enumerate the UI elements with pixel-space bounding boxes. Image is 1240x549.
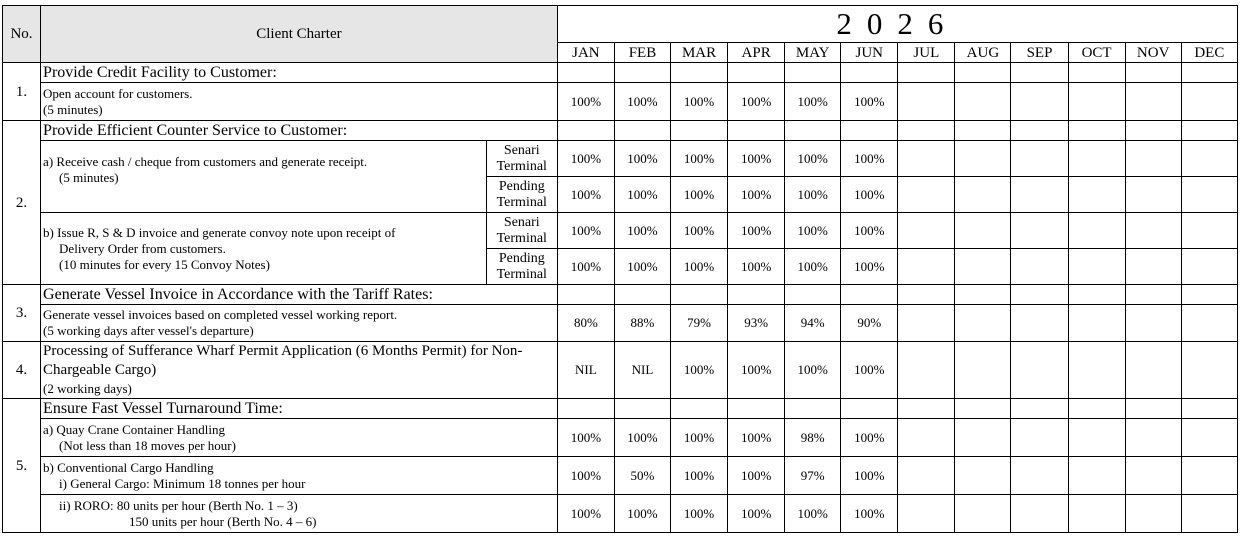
empty-cell — [1125, 121, 1181, 141]
empty-cell — [1011, 63, 1068, 83]
terminal-label: Pending Terminal — [486, 249, 557, 285]
empty-cell — [898, 285, 955, 305]
month-value-cell: 100% — [841, 213, 898, 249]
empty-cell — [841, 63, 898, 83]
month-value-cell: 100% — [671, 141, 728, 177]
empty-cell — [1068, 399, 1125, 419]
month-value-cell — [1181, 495, 1237, 533]
item-text-line: Open account for customers. — [43, 85, 193, 101]
month-value-cell — [1068, 305, 1125, 342]
month-value-cell: 100% — [671, 213, 728, 249]
month-value-cell: 100% — [841, 342, 898, 399]
table-row — [3, 305, 1238, 342]
empty-cell — [955, 399, 1011, 419]
month-value-cell: 100% — [728, 495, 785, 533]
empty-cell — [785, 399, 841, 419]
table-row — [3, 495, 1238, 533]
month-value-cell: 100% — [557, 177, 614, 213]
client-charter-table — [2, 5, 1238, 533]
item-text-line: (10 minutes for every 15 Convoy Notes) — [59, 256, 270, 272]
empty-cell — [955, 63, 1011, 83]
month-value-cell — [898, 213, 955, 249]
month-value-cell — [955, 342, 1011, 399]
month-value-cell — [1125, 495, 1181, 533]
month-value-cell — [1068, 83, 1125, 121]
month-value-cell — [898, 249, 955, 285]
section-number: 5. — [3, 399, 41, 533]
month-value-cell: 100% — [671, 342, 728, 399]
month-value-cell — [1068, 177, 1125, 213]
month-value-cell — [955, 83, 1011, 121]
month-value-cell — [955, 419, 1011, 457]
month-value-cell — [1011, 213, 1068, 249]
month-value-cell — [1068, 249, 1125, 285]
month-value-cell: 100% — [841, 177, 898, 213]
table-row — [3, 457, 1238, 495]
table-row — [3, 342, 1238, 399]
item-description — [41, 305, 558, 342]
item-description — [41, 495, 558, 533]
month-value-cell — [1125, 213, 1181, 249]
month-value-cell: 100% — [841, 495, 898, 533]
empty-cell — [1125, 285, 1181, 305]
section-title: Ensure Fast Vessel Turnaround Time: — [41, 399, 558, 419]
empty-cell — [1181, 285, 1237, 305]
month-value-cell: 100% — [557, 457, 614, 495]
item-text-line: Generate vessel invoices based on completed vessel working report. — [43, 307, 398, 322]
item-text-line: i) General Cargo: Minimum 18 tonnes per hour — [59, 475, 306, 491]
month-value-cell — [898, 305, 955, 342]
month-header: SEP — [1011, 43, 1068, 63]
month-value-cell — [1125, 419, 1181, 457]
section-number: 3. — [3, 285, 41, 342]
empty-cell — [614, 399, 670, 419]
month-value-cell — [1068, 419, 1125, 457]
month-value-cell: 100% — [841, 419, 898, 457]
month-value-cell — [1181, 419, 1237, 457]
item-text-line: b) Conventional Cargo Handling — [43, 459, 214, 475]
month-value-cell — [1011, 83, 1068, 121]
empty-cell — [1181, 121, 1237, 141]
section-header-row — [3, 285, 1238, 305]
item-text-line: (2 working days) — [43, 381, 132, 396]
month-header: JUL — [898, 43, 955, 63]
item-description — [41, 141, 487, 213]
month-value-cell: 100% — [785, 213, 841, 249]
month-header: MAY — [785, 43, 841, 63]
month-value-cell — [1011, 457, 1068, 495]
empty-cell — [785, 63, 841, 83]
month-value-cell — [1011, 342, 1068, 399]
month-value-cell — [1068, 213, 1125, 249]
month-value-cell — [955, 213, 1011, 249]
month-value-cell — [898, 141, 955, 177]
month-value-cell: 100% — [614, 249, 670, 285]
section-title: Provide Credit Facility to Customer: — [41, 63, 558, 83]
month-value-cell — [898, 177, 955, 213]
month-value-cell: 100% — [557, 495, 614, 533]
month-value-cell — [1181, 305, 1237, 342]
empty-cell — [1125, 399, 1181, 419]
month-value-cell — [898, 342, 955, 399]
empty-cell — [557, 63, 614, 83]
month-value-cell: 97% — [785, 457, 841, 495]
empty-cell — [1011, 121, 1068, 141]
month-value-cell — [1125, 141, 1181, 177]
section-number: 1. — [3, 63, 41, 121]
empty-cell — [898, 121, 955, 141]
item-text-line: Processing of Sufferance Wharf Permit Application (6 Months Permit) for Non- — [43, 343, 523, 359]
terminal-label: Senari Terminal — [486, 141, 557, 177]
section-header-row — [3, 399, 1238, 419]
month-value-cell: NIL — [614, 342, 670, 399]
empty-cell — [841, 399, 898, 419]
month-value-cell — [1181, 141, 1237, 177]
month-value-cell: 100% — [728, 419, 785, 457]
empty-cell — [728, 285, 785, 305]
empty-cell — [1181, 399, 1237, 419]
month-value-cell: 50% — [614, 457, 670, 495]
month-value-cell: 100% — [728, 177, 785, 213]
month-value-cell: 80% — [557, 305, 614, 342]
empty-cell — [557, 399, 614, 419]
month-value-cell: 100% — [671, 419, 728, 457]
month-value-cell — [1125, 177, 1181, 213]
month-value-cell: 93% — [728, 305, 785, 342]
month-value-cell — [898, 83, 955, 121]
month-value-cell: 98% — [785, 419, 841, 457]
empty-cell — [728, 63, 785, 83]
month-value-cell — [1181, 177, 1237, 213]
month-value-cell: 100% — [671, 495, 728, 533]
month-value-cell: 100% — [557, 141, 614, 177]
empty-cell — [1068, 285, 1125, 305]
month-header: NOV — [1125, 43, 1181, 63]
table-row — [3, 83, 1238, 121]
empty-cell — [1125, 63, 1181, 83]
empty-cell — [614, 63, 670, 83]
month-value-cell: 100% — [841, 141, 898, 177]
month-value-cell: 88% — [614, 305, 670, 342]
month-header: JUN — [841, 43, 898, 63]
section-title — [41, 342, 558, 399]
empty-cell — [728, 399, 785, 419]
month-value-cell: 100% — [614, 83, 670, 121]
month-header: APR — [728, 43, 785, 63]
month-value-cell: 100% — [785, 495, 841, 533]
empty-cell — [614, 121, 670, 141]
item-description — [41, 419, 558, 457]
month-value-cell: 100% — [841, 249, 898, 285]
month-value-cell — [1011, 419, 1068, 457]
month-value-cell — [1011, 495, 1068, 533]
item-text-line: ii) RORO: 80 units per hour (Berth No. 1 – 3) — [59, 497, 298, 513]
month-value-cell — [1181, 83, 1237, 121]
item-text-line: (5 working days after vessel's departure) — [43, 323, 254, 338]
section-number: 4. — [3, 342, 41, 399]
month-value-cell: 90% — [841, 305, 898, 342]
empty-cell — [898, 399, 955, 419]
month-value-cell — [1125, 249, 1181, 285]
empty-cell — [1181, 63, 1237, 83]
month-value-cell — [955, 305, 1011, 342]
empty-cell — [557, 121, 614, 141]
client-charter-header: Client Charter — [41, 6, 558, 63]
empty-cell — [1011, 399, 1068, 419]
empty-cell — [1068, 121, 1125, 141]
month-value-cell — [1125, 83, 1181, 121]
empty-cell — [785, 285, 841, 305]
month-value-cell — [898, 419, 955, 457]
month-value-cell — [1125, 305, 1181, 342]
empty-cell — [955, 121, 1011, 141]
item-description — [41, 213, 487, 285]
month-value-cell: 100% — [728, 342, 785, 399]
month-value-cell: 100% — [557, 419, 614, 457]
month-value-cell — [1181, 249, 1237, 285]
section-title: Generate Vessel Invoice in Accordance with the Tariff Rates: — [41, 285, 558, 305]
month-value-cell: 100% — [785, 141, 841, 177]
month-value-cell — [1068, 457, 1125, 495]
empty-cell — [898, 63, 955, 83]
month-value-cell: 100% — [785, 342, 841, 399]
month-value-cell — [1181, 213, 1237, 249]
month-value-cell: 100% — [614, 177, 670, 213]
item-text-line: (5 minutes) — [59, 169, 119, 185]
month-value-cell — [1068, 141, 1125, 177]
month-value-cell — [1181, 342, 1237, 399]
month-value-cell — [955, 177, 1011, 213]
empty-cell — [955, 285, 1011, 305]
empty-cell — [728, 121, 785, 141]
item-text-line: a) Receive cash / cheque from customers and generate receipt. — [43, 153, 368, 169]
terminal-label: Senari Terminal — [486, 213, 557, 249]
year-header: 2026 — [557, 6, 1237, 43]
empty-cell — [785, 121, 841, 141]
item-text-line: Delivery Order from customers. — [59, 240, 226, 256]
month-header: MAR — [671, 43, 728, 63]
section-header-row — [3, 121, 1238, 141]
month-header: AUG — [955, 43, 1011, 63]
month-header: DEC — [1181, 43, 1237, 63]
item-description — [41, 83, 558, 121]
month-value-cell — [955, 457, 1011, 495]
month-value-cell — [1125, 457, 1181, 495]
month-value-cell: 100% — [841, 457, 898, 495]
month-value-cell: 79% — [671, 305, 728, 342]
month-value-cell — [1011, 249, 1068, 285]
month-value-cell — [1125, 342, 1181, 399]
table-row — [3, 213, 1238, 249]
empty-cell — [671, 285, 728, 305]
month-value-cell: 100% — [671, 177, 728, 213]
month-value-cell: NIL — [557, 342, 614, 399]
month-value-cell: 100% — [671, 457, 728, 495]
month-value-cell — [898, 495, 955, 533]
item-text-line: (Not less than 18 moves per hour) — [59, 437, 236, 453]
month-value-cell: 100% — [557, 83, 614, 121]
month-header: JAN — [557, 43, 614, 63]
section-header-row — [3, 63, 1238, 83]
table-row — [3, 419, 1238, 457]
empty-cell — [1011, 285, 1068, 305]
month-value-cell: 100% — [557, 249, 614, 285]
month-value-cell: 100% — [728, 213, 785, 249]
item-description — [41, 457, 558, 495]
month-value-cell: 100% — [671, 83, 728, 121]
item-text-line: b) Issue R, S & D invoice and generate convoy note upon receipt of — [43, 224, 396, 240]
empty-cell — [614, 285, 670, 305]
month-value-cell — [898, 457, 955, 495]
month-value-cell — [955, 249, 1011, 285]
empty-cell — [671, 399, 728, 419]
section-title: Provide Efficient Counter Service to Customer: — [41, 121, 558, 141]
month-value-cell — [955, 495, 1011, 533]
month-value-cell — [1011, 305, 1068, 342]
month-value-cell — [1181, 457, 1237, 495]
month-value-cell: 100% — [785, 177, 841, 213]
month-value-cell — [1011, 177, 1068, 213]
month-value-cell: 100% — [614, 495, 670, 533]
month-value-cell: 100% — [785, 83, 841, 121]
month-value-cell: 100% — [614, 419, 670, 457]
month-value-cell — [1011, 141, 1068, 177]
month-value-cell: 100% — [728, 249, 785, 285]
table-row — [3, 141, 1238, 177]
section-number: 2. — [3, 121, 41, 285]
month-value-cell: 100% — [785, 249, 841, 285]
month-value-cell: 100% — [728, 457, 785, 495]
empty-cell — [1068, 63, 1125, 83]
month-value-cell: 100% — [671, 249, 728, 285]
month-value-cell: 100% — [614, 141, 670, 177]
terminal-label: Pending Terminal — [486, 177, 557, 213]
month-value-cell: 100% — [728, 83, 785, 121]
month-value-cell — [1068, 495, 1125, 533]
item-text-line: 150 units per hour (Berth No. 4 – 6) — [129, 513, 317, 529]
empty-cell — [841, 285, 898, 305]
month-value-cell: 100% — [841, 83, 898, 121]
month-value-cell — [955, 141, 1011, 177]
item-text-line: Chargeable Cargo) — [43, 362, 157, 378]
month-value-cell — [1068, 342, 1125, 399]
item-text-line: a) Quay Crane Container Handling — [43, 421, 225, 437]
month-header: FEB — [614, 43, 670, 63]
month-value-cell: 100% — [614, 213, 670, 249]
month-value-cell: 94% — [785, 305, 841, 342]
month-header: OCT — [1068, 43, 1125, 63]
month-value-cell: 100% — [728, 141, 785, 177]
item-text-line: (5 minutes) — [43, 101, 103, 117]
month-value-cell: 100% — [557, 213, 614, 249]
empty-cell — [841, 121, 898, 141]
empty-cell — [557, 285, 614, 305]
empty-cell — [671, 63, 728, 83]
empty-cell — [671, 121, 728, 141]
no-column-header: No. — [3, 6, 41, 63]
